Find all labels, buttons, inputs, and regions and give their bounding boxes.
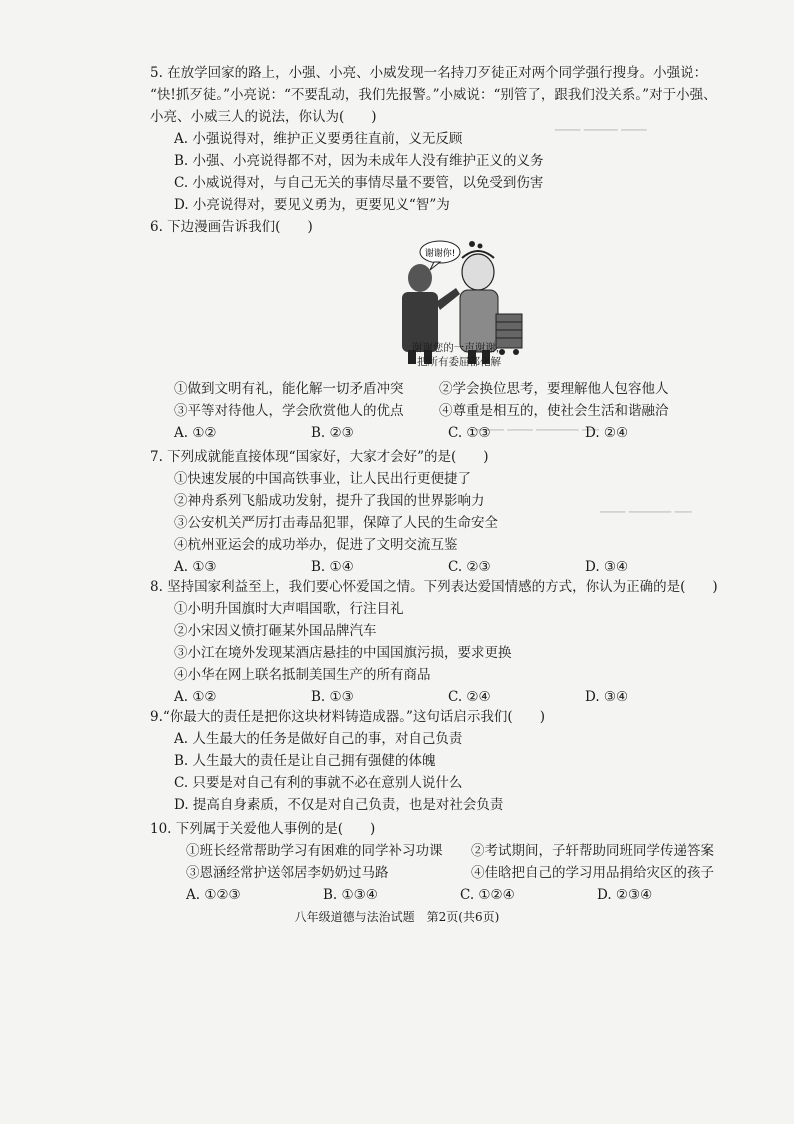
- option-c[interactable]: C. 只要是对自己有利的事就不必在意别人说什么: [174, 775, 463, 791]
- choice-d[interactable]: D. ②③④: [597, 887, 653, 903]
- question-stem: 9.“你最大的责任是把你这块材料铸造成器。”这句话启示我们( ): [150, 709, 545, 725]
- statement-3: ③恩涵经常护送邻居李奶奶过马路: [186, 865, 389, 881]
- page-footer: 八年级道德与法治试题 第2页(共6页): [294, 910, 500, 924]
- question-10: [150, 818, 750, 906]
- bleed-through-text: ▁▁▁ ▁▁▁▁▁ ▁▁: [600, 500, 692, 513]
- choice-a[interactable]: A. ①②③: [186, 887, 241, 903]
- statement-3: ③公安机关严厉打击毒品犯罪，保障了人民的生命安全: [174, 515, 498, 531]
- option-c[interactable]: C. 小威说得对，与自己无关的事情尽量不要管，以免受到伤害: [174, 175, 544, 191]
- question-stem: “快!抓歹徒。”小亮说：“不要乱动，我们先报警。”小威说：“别管了，跟我们没关系。”对于小强、: [150, 87, 717, 103]
- statement-4: ④小华在网上联名抵制美国生产的所有商品: [174, 667, 431, 683]
- option-d[interactable]: D. 提高自身素质，不仅是对自己负责，也是对社会负责: [174, 797, 504, 813]
- statement-1: ①班长经常帮助学习有困难的同学补习功课: [186, 843, 443, 859]
- choice-a[interactable]: A. ①②: [174, 689, 217, 705]
- question-stem: 6. 下边漫画告诉我们( ): [150, 219, 313, 235]
- question-stem: 7. 下列成就能直接体现“国家好，大家才会好”的是( ): [150, 449, 489, 465]
- statement-2: ②神舟系列飞船成功发射，提升了我国的世界影响力: [174, 493, 485, 509]
- choice-c[interactable]: C. ②③: [448, 559, 491, 575]
- choice-b[interactable]: B. ①③④: [323, 887, 378, 903]
- cartoon-caption: [378, 341, 540, 369]
- caption-line: 谢谢您的一声谢谢，: [411, 342, 507, 354]
- question-6: [150, 216, 750, 238]
- statement-1: ①小明升国旗时大声唱国歌，行注目礼: [174, 601, 404, 617]
- question-9: [150, 706, 750, 816]
- choice-d[interactable]: D. ②④: [585, 425, 629, 441]
- statement-4: ④杭州亚运会的成功举办，促进了文明交流互鉴: [174, 537, 458, 553]
- question-6-body: [150, 378, 750, 444]
- choice-c[interactable]: C. ①③: [448, 425, 491, 441]
- statement-3: ③小江在境外发现某酒店悬挂的中国国旗污损，要求更换: [174, 645, 512, 661]
- choice-d[interactable]: D. ③④: [585, 559, 629, 575]
- choice-c[interactable]: C. ①②④: [460, 887, 515, 903]
- statement-4: ④尊重是相互的，使社会生活和谐融洽: [439, 403, 669, 419]
- question-stem: 5. 在放学回家的路上，小强、小亮、小威发现一名持刀歹徒正对两个同学强行搜身。小强说：: [150, 65, 708, 81]
- question-8: [150, 576, 750, 708]
- statement-1: ①快速发展的中国高铁事业，让人民出行更便捷了: [174, 471, 471, 487]
- bleed-through-text: ▁▁▁▁ ▁▁▁ ▁▁▁▁▁ ▁▁: [470, 418, 599, 431]
- option-d[interactable]: D. 小亮说得对，要见义勇为，更要见义“智”为: [174, 197, 450, 213]
- question-5: [150, 62, 750, 216]
- question-7: [150, 446, 750, 578]
- choice-b[interactable]: B. ①③: [311, 689, 354, 705]
- choice-b[interactable]: B. ①④: [311, 559, 354, 575]
- statement-2: ②小宋因义愤打砸某外国品牌汽车: [174, 623, 377, 639]
- choice-a[interactable]: A. ①③: [174, 559, 217, 575]
- statement-4: ④佳晗把自己的学习用品捐给灾区的孩子: [471, 865, 714, 881]
- statement-2: ②学会换位思考，要理解他人包容他人: [439, 381, 669, 397]
- question-stem: 8. 坚持国家利益至上，我们要心怀爱国之情。下列表达爱国情感的方式，你认为正确的是( ): [150, 579, 718, 595]
- choice-a[interactable]: A. ①②: [174, 425, 217, 441]
- question-stem: 小亮、小威三人的说法，你认为( ): [150, 109, 377, 125]
- option-a[interactable]: A. 小强说得对，维护正义要勇往直前，义无反顾: [174, 131, 463, 147]
- option-b[interactable]: B. 小强、小亮说得都不对，因为未成年人没有维护正义的义务: [174, 153, 544, 169]
- option-b[interactable]: B. 人生最大的责任是让自己拥有强健的体魄: [174, 753, 436, 769]
- choice-d[interactable]: D. ③④: [585, 689, 629, 705]
- speech-bubble-text: 谢谢你!: [424, 249, 456, 259]
- caption-line: 把所有委屈都化解: [417, 356, 501, 368]
- statement-3: ③平等对待他人，学会欣赏他人的优点: [174, 403, 404, 419]
- bleed-through-text: ▁▁▁ ▁▁▁▁ ▁▁▁: [555, 118, 647, 131]
- option-a[interactable]: A. 人生最大的任务是做好自己的事，对自己负责: [174, 731, 463, 747]
- choice-c[interactable]: C. ②④: [448, 689, 491, 705]
- statement-2: ②考试期间，子轩帮助同班同学传递答案: [471, 843, 714, 859]
- statement-1: ①做到文明有礼，能化解一切矛盾冲突: [174, 381, 404, 397]
- question-stem: 10. 下列属于关爱他人事例的是( ): [150, 821, 376, 837]
- choice-b[interactable]: B. ②③: [311, 425, 354, 441]
